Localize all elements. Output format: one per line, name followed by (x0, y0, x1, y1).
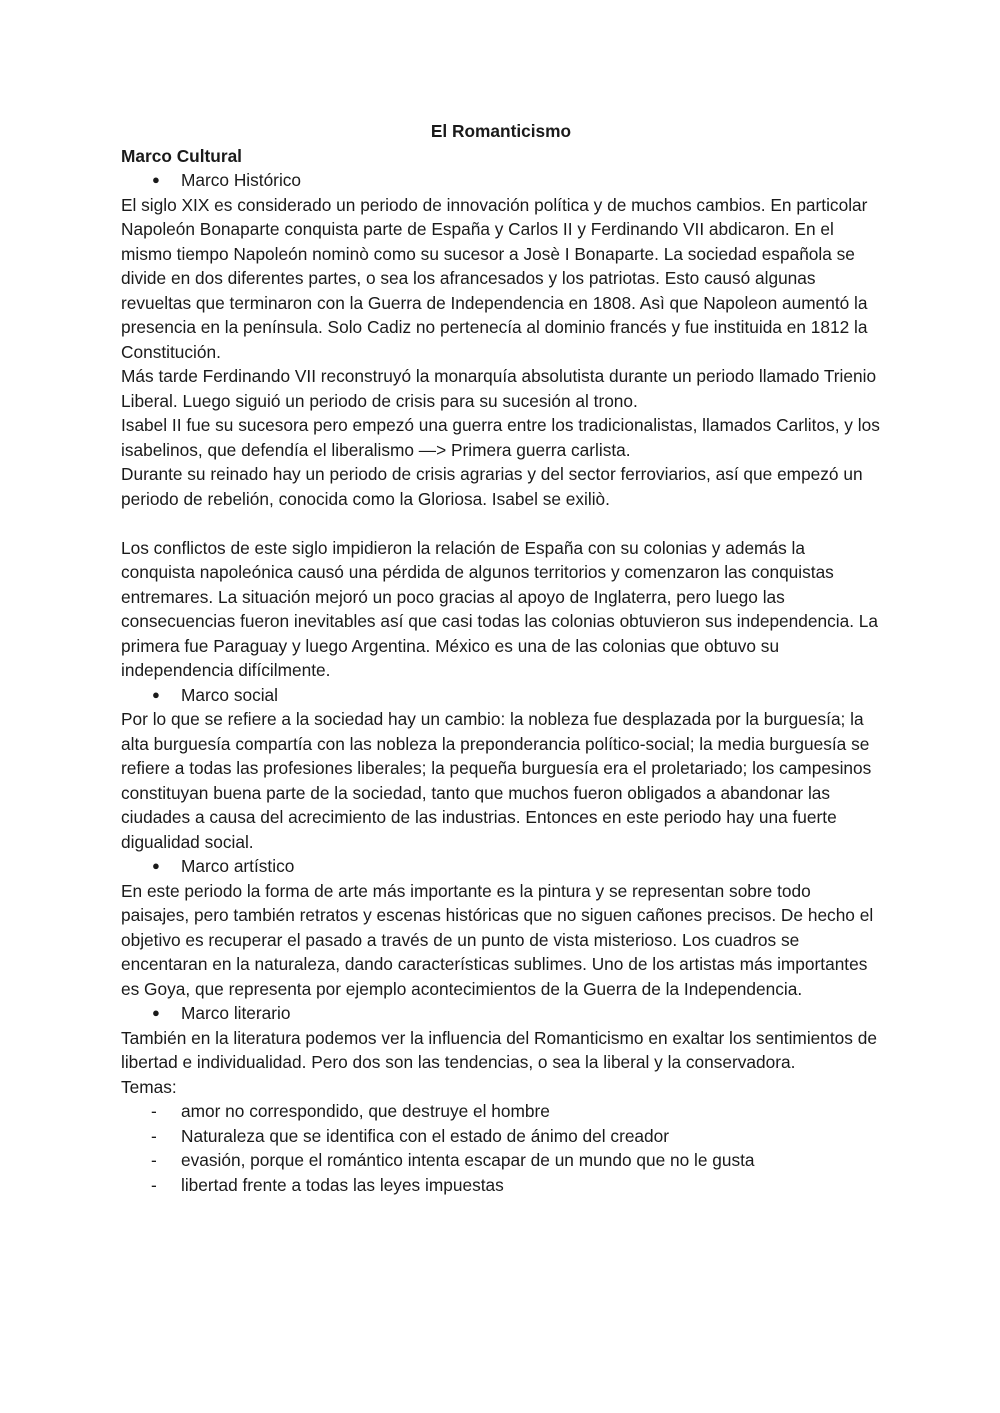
bullet-item-marco-artistico (121, 854, 881, 879)
bullet-label: Marco Histórico (181, 170, 302, 190)
bullet-icon: ● (152, 686, 160, 702)
dash-icon: - (151, 1125, 157, 1146)
bullet-label: Marco artístico (181, 856, 295, 876)
temas-label: Temas: (121, 1076, 177, 1097)
list-item-text: libertad frente a todas las leyes impuestas (181, 1174, 504, 1195)
section-heading: Marco Cultural (121, 145, 242, 166)
list-item-text: amor no correspondido, que destruye el hombre (181, 1101, 550, 1121)
bullet-icon: ● (152, 858, 160, 873)
bullet-label: Marco literario (181, 1003, 291, 1023)
list-item (121, 1124, 881, 1149)
bullet-label: Marco social (181, 684, 278, 705)
temas-list (121, 1099, 881, 1197)
paragraph: También en la literatura podemos ver la influencia del Romanticismo en exaltar los sentimientos de libertad e individualidad. Pero dos son las tendencias, o sea la liberal y la conservadora. (121, 1027, 877, 1072)
paragraph: Isabel II fue su sucesora pero empezó una guerra entre los tradicionalistas, llamados Carlitos, y los isabelinos, que defendía el liberalismo —> Primera guerra carlista. (121, 415, 880, 460)
document-title: El Romanticismo (430, 121, 572, 141)
paragraph: Los conflictos de este siglo impidieron la relación de España con su colonias y además la conquista napoleónica causó una pérdida de algunos territorios y comenzaron las conquistas entremares. La situación mejoró un poco gracias al apoyo de Inglaterra, pero luego las consecuencias fueron inevitables así que casi todas las colonias obtuvieron sus independencia. La primera fue Paraguay y luego Argentina. México es una de las colonias que obtuvo su independencia difícilmente. (121, 537, 879, 680)
bullet-icon: ● (152, 1005, 160, 1020)
paragraph: Más tarde Ferdinando VII reconstruyó la monarquía absolutista durante un periodo llamado Trienio Liberal. Luego siguió un periodo de crisis para su sucesión al trono. (121, 366, 877, 411)
dash-icon: - (151, 1101, 157, 1121)
bullet-item-marco-literario (121, 1001, 881, 1026)
list-item-text: Naturaleza que se identifica con el estado de ánimo del creador (181, 1125, 670, 1146)
list-item (121, 1148, 881, 1173)
list-item-text: evasión, porque el romántico intenta escapar de un mundo que no le gusta (181, 1150, 755, 1170)
paragraph: El siglo XIX es considerado un periodo de innovación política y de muchos cambios. En particolar Napoleón Bonaparte conquista parte de España y Carlos II y Ferdinando VII abdicaron. En el mismo tiempo Napoleón nominò como su sucesor a Josè I Bonaparte. La sociedad española se divide en dos diferentes partes, o sea los afrancesados y los patriotas. Esto causó algunas revueltas que terminaron con la Guerra de Independencia en 1808. Asì que Napoleon aumentó la presencia en la península. Solo Cadiz no pertenecía al dominio francés y fue instituida en 1812 la Constitución. (121, 194, 868, 362)
bullet-icon: ● (152, 172, 160, 187)
bullet-item-marco-social (121, 683, 881, 708)
blank-line (121, 511, 881, 536)
bullet-item-marco-historico (121, 168, 881, 193)
dash-icon: - (151, 1174, 157, 1195)
list-item (121, 1099, 881, 1124)
paragraph: Por lo que se refiere a la sociedad hay un cambio: la nobleza fue desplazada por la burguesía; la alta burguesía compartía con las nobleza la preponderancia político-social; la media burguesía se refiere a todas las profesiones liberales; la pequeña burguesía era el proletariado; los campesinos constituyan buena parte de la sociedad, tanto que muchos fueron obligados a abandonar las ciudades a causa del acrecimiento de las industrias. Entonces en este periodo hay una fuerte digualidad social. (121, 709, 872, 852)
paragraph: En este periodo la forma de arte más importante es la pintura y se representan sobre todo paisajes, pero también retratos y escenas históricas que no siguen cañones precisos. De hecho el objetivo es recuperar el pasado a través de un punto de vista misterioso. Los cuadros se encentaran en la naturaleza, dando características sublimes. Uno de los artistas más importantes es Goya, que representa por ejemplo acontecimientos de la Guerra de la Independencia. (121, 880, 874, 999)
dash-icon: - (151, 1150, 157, 1170)
list-item (121, 1173, 881, 1198)
paragraph: Durante su reinado hay un periodo de crisis agrarias y del sector ferroviarios, así que empezó un periodo de rebelión, conocida como la Gloriosa. Isabel se exiliò. (121, 464, 863, 509)
document-page (121, 119, 881, 1197)
